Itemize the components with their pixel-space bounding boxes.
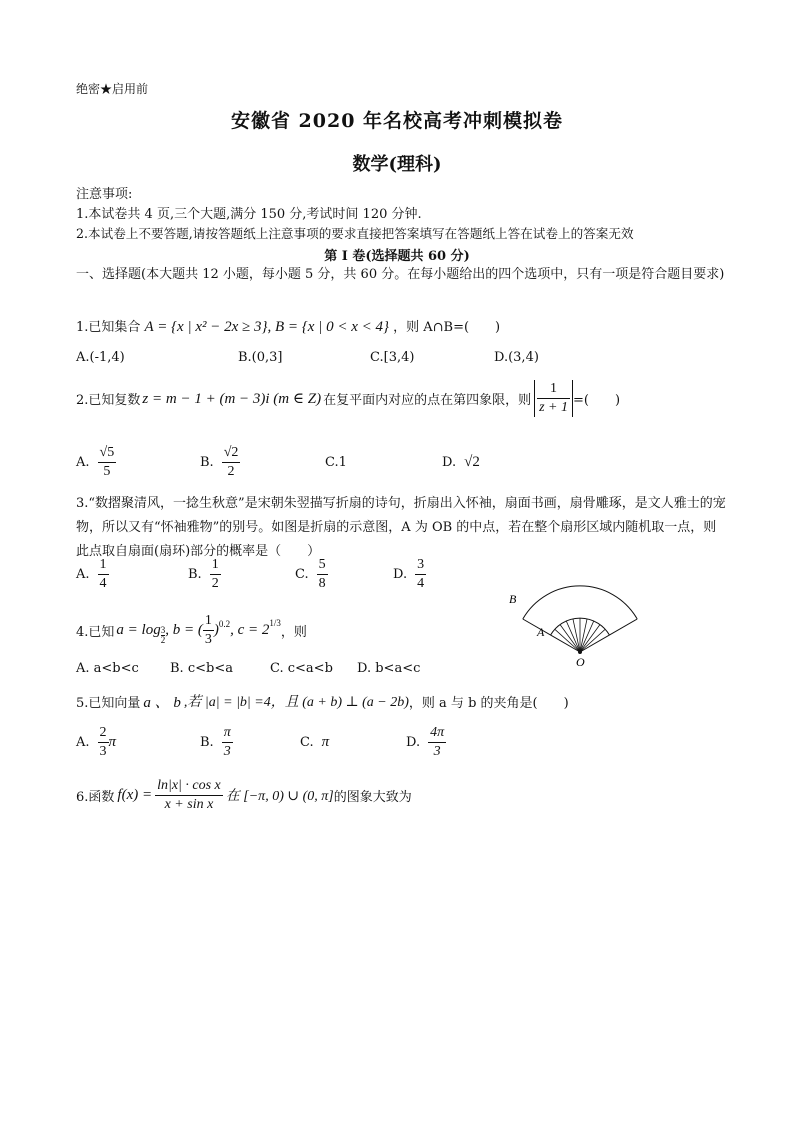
q4-option-d: D. b<a<c [357,661,421,676]
folding-fan-figure [500,572,660,668]
question-6: 6.函数 f(x) = $\frac{\text{ln|x| · cos x}}{\text{x + sin x}}$ 在 [−π, 0) ∪ (0, π] 的图象大致为 [76,777,412,812]
q5-option-c: C. π [300,733,330,750]
q2-abs-den: z + 1 [539,399,568,415]
secret-mark: 绝密★启用前 [76,82,149,96]
question-3: 3.“数摺聚清风，一捻生秋意”是宋朝朱翌描写折扇的诗句，折扇出入怀袖，扇面书画，扇骨雕琢，是文人雅士的宠物，所以又有“怀袖雅物”的别号。如图是折扇的示意图，A 为 OB 的中点，若在整个扇形区域内随机取一点，则此点取自扇面(扇环)部分的概率是（ ） [76,496,726,559]
q1-option-b: B.(0,3] [238,350,283,365]
note-item: 2.本试卷上不要答题,请按答题纸上注意事项的要求直接把答案填写在答题纸上答在试卷上的答案无效 [76,226,634,241]
label-b: B [509,592,517,606]
q1-tail: ，则 A∩B=( ) [393,320,501,335]
q2-expr: z = m − 1 + (m − 3)i (m ∈ Z) [142,390,322,407]
q2-abs-num: 1 [537,380,570,399]
question-5: 5.已知向量 a 、 b ,若 |a| = |b| =4，且 (a + b) ⊥ (a − 2b) ，则 a 与 b 的夹角是( ) [76,694,569,711]
label-o: O [576,655,585,668]
note-item: 1.本试卷共 4 页,三个大题,满分 150 分,考试时间 120 分钟. [76,207,422,222]
question-1 [76,316,500,336]
q3-option-b: B. $\frac{1}{2}$ [188,556,219,591]
q3-option-c: C. $\frac{5}{8}$ [295,556,326,591]
fan-edge-left [523,619,580,652]
q3-option-d: D. $\frac{3}{4}$ [393,556,425,591]
q1-option-d: D.(3,4) [494,350,539,365]
q1-option-a: A.(-1,4) [76,350,125,365]
question-2 [76,378,620,418]
fan-edge-right [580,619,637,652]
q2-option-c: C.1 [325,454,347,470]
q1-sets: A = {x | x² − 2x ≥ 3}, B = {x | 0 < x < 4} [144,319,389,335]
q3-option-a: A. $\frac{1}{4}$ [76,556,107,591]
question-4: 4.已知 a = log 3 2 , b = ( $\frac{1}{3}$ ) $^{0.2}$ , c = 2 $^{1/3}$ ，则 [76,612,307,647]
q2-option-d: D. √2 [442,453,480,470]
notes-heading: 注意事项: [76,187,133,202]
q5-option-a: A. $\frac{2}{3}$ π [76,724,117,759]
q2-abs [534,380,573,417]
section-intro: 一、选择题(本大题共 12 小题，每小题 5 分，共 60 分。在每小题给出的四个选项中，只有一项是符合题目要求) [76,267,725,282]
q1-option-c: C.[3,4) [370,350,415,365]
q4-option-b: B. c<b<a [170,661,233,676]
q5-option-b: B. $\frac{\pi}{3}$ [200,724,231,759]
page-title: 安徽省 2020 年名校高考冲刺模拟卷 [230,110,564,132]
q5-option-d: D. $\frac{4\pi}{3}$ [406,724,445,759]
q2-lead: 2.已知复数 [76,392,141,408]
fan-pivot [578,650,582,654]
page-subtitle: 数学(理科) [352,154,442,175]
fan-outer-arc [523,586,637,619]
q2-mid: 在复平面内对应的点在第四象限，则 [323,392,532,408]
q2-tail: =( ) [573,392,621,408]
q2-option-a: A. $\frac{√5}{5}$ [76,444,115,479]
q4-option-c: C. c<a<b [270,661,333,676]
log-base: 3 2 [160,624,166,645]
q4-option-a: A. a<b<c [76,661,139,676]
label-a: A [537,625,545,639]
part-heading: 第 I 卷(选择题共 60 分) [324,249,470,264]
q1-lead: 1.已知集合 [76,320,141,335]
q2-option-b: B. $\frac{√2}{2}$ [200,444,239,479]
